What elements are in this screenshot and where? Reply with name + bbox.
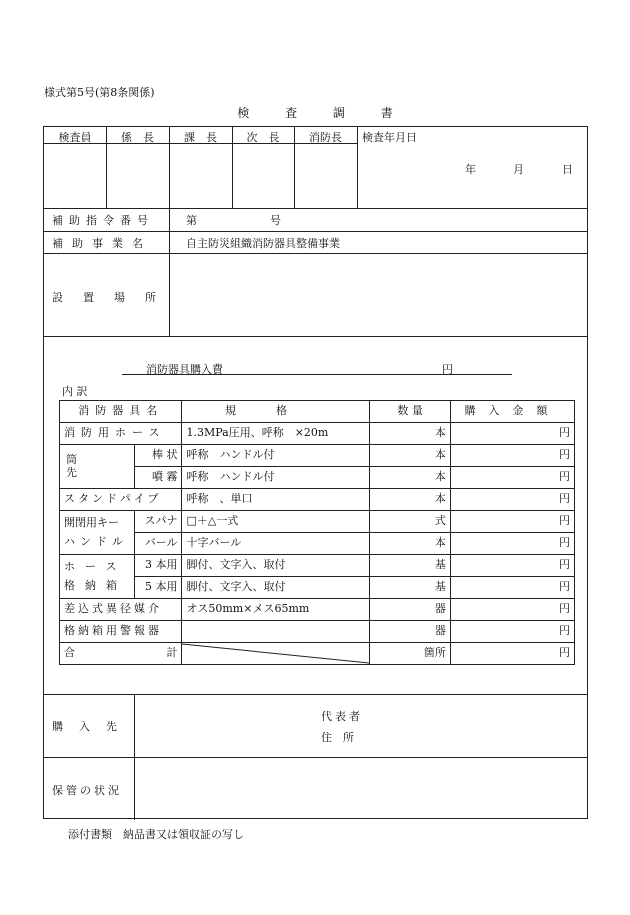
row-nozzle-rod-sub: 棒 状 xyxy=(134,445,182,467)
row-key-spanner-sub: スパナ xyxy=(134,511,182,533)
breakdown-label: 内 訳 xyxy=(62,385,88,398)
row-key-bar-spec: 十字バール xyxy=(182,533,370,555)
cost-underline xyxy=(122,374,512,375)
table-row xyxy=(60,423,575,445)
row-adapter-yen: 円 xyxy=(450,599,574,621)
row-box-3-yen: 円 xyxy=(450,555,574,577)
row-box-5-spec: 脚付、文字入、取付 xyxy=(182,577,370,599)
approval-col-inspector: 検査員 xyxy=(58,131,92,144)
row-nozzle-spray-yen: 円 xyxy=(450,467,574,489)
row-key-group-line2: ハンドル xyxy=(64,534,128,548)
row-key-bar-yen: 円 xyxy=(450,533,574,555)
row-box-5-yen: 円 xyxy=(450,577,574,599)
header-amount: 購入金額 xyxy=(450,401,574,423)
attachments-note: 添付書類 納品書又は領収証の写し xyxy=(68,828,244,841)
table-row xyxy=(60,533,575,555)
row-key-bar-unit: 本 xyxy=(370,533,450,555)
row-box-group-line1: ホース xyxy=(64,559,127,573)
row-total-left: 合 xyxy=(64,646,75,660)
row-total-right: 計 xyxy=(166,646,178,660)
row-nozzle-rod-unit: 本 xyxy=(370,445,450,467)
document-title xyxy=(0,104,630,121)
inspection-form xyxy=(43,126,588,819)
vendor-representative: 代表者 xyxy=(321,710,363,723)
row-key-group-line1: 開閉用キー xyxy=(64,515,119,529)
approval-col-fire-chief: 消防長 xyxy=(309,131,342,144)
project-name-label: 補助事業名 xyxy=(52,237,152,250)
row-adapter-unit: 器 xyxy=(370,599,450,621)
table-row xyxy=(60,445,575,467)
title-char: 検 xyxy=(237,106,250,120)
row-adapter-name: 差込式異径媒介 xyxy=(60,599,182,621)
inspection-date-label: 検査年月日 xyxy=(362,131,417,144)
row-total-name xyxy=(60,643,182,665)
row-box-3-spec: 脚付、文字入、取付 xyxy=(182,555,370,577)
table-total-row xyxy=(60,643,575,665)
row-key-spanner-unit: 式 xyxy=(370,511,450,533)
row-total-spec-diagonal xyxy=(182,643,370,665)
location-label: 設置場所 xyxy=(52,291,176,304)
row-hose-unit: 本 xyxy=(370,423,450,445)
equipment-table xyxy=(59,400,575,665)
row-nozzle-spray-sub: 噴 霧 xyxy=(134,467,182,489)
row-key-group xyxy=(60,511,135,555)
header-equipment: 消防器具名 xyxy=(60,401,182,423)
row-nozzle-spray-spec: 呼称 ハンドル付 xyxy=(182,467,370,489)
row-alarm-unit: 器 xyxy=(370,621,450,643)
row-standpipe-name: スタンドパイプ xyxy=(60,489,182,511)
subsidy-number-suffix: 号 xyxy=(270,214,281,227)
row-hose-yen: 円 xyxy=(450,423,574,445)
cost-label: 消防器具購入費 xyxy=(146,363,223,376)
row-hose-spec: 1.3MPa圧用、呼称 ×20m xyxy=(182,423,370,445)
row-nozzle-rod-spec: 呼称 ハンドル付 xyxy=(182,445,370,467)
table-row xyxy=(60,511,575,533)
row-total-yen: 円 xyxy=(450,643,574,665)
title-char: 調 xyxy=(332,106,345,120)
row-alarm-yen: 円 xyxy=(450,621,574,643)
table-row xyxy=(60,467,575,489)
row-standpipe-unit: 本 xyxy=(370,489,450,511)
storage-label: 保管の状況 xyxy=(52,784,122,797)
row-hose-name: 消防用ホース xyxy=(60,423,182,445)
subsidy-number-label: 補助指令番号 xyxy=(52,214,154,227)
vendor-address: 住 所 xyxy=(321,731,354,744)
row-standpipe-yen: 円 xyxy=(450,489,574,511)
approval-col-section-head: 課 長 xyxy=(184,131,217,144)
row-box-3-sub: 3 本用 xyxy=(134,555,182,577)
table-row xyxy=(60,555,575,577)
title-char: 書 xyxy=(380,106,393,120)
project-name-value: 自主防災組織消防器具整備事業 xyxy=(186,237,340,250)
row-key-bar-sub: バール xyxy=(134,533,182,555)
row-nozzle-spray-unit: 本 xyxy=(370,467,450,489)
table-row xyxy=(60,489,575,511)
table-header-row xyxy=(60,401,575,423)
table-row xyxy=(60,599,575,621)
row-total-unit: 箇所 xyxy=(370,643,450,665)
row-alarm-spec xyxy=(182,621,370,643)
row-box-5-unit: 基 xyxy=(370,577,450,599)
date-month: 月 xyxy=(513,163,524,176)
row-box-group xyxy=(60,555,135,599)
row-key-spanner-spec: □＋△一式 xyxy=(182,511,370,533)
header-qty: 数 量 xyxy=(370,401,450,423)
row-nozzle-group: 筒先 xyxy=(60,445,135,489)
subsidy-number-prefix: 第 xyxy=(186,214,197,227)
row-standpipe-spec: 呼称 、単口 xyxy=(182,489,370,511)
date-year: 年 xyxy=(465,163,476,176)
header-spec: 規格 xyxy=(182,401,370,423)
row-box-group-line2: 格納箱 xyxy=(64,578,127,592)
title-char: 査 xyxy=(285,106,298,120)
table-row xyxy=(60,577,575,599)
diagonal-line xyxy=(182,643,369,664)
form-number-label: 様式第5号(第8条関係) xyxy=(44,86,155,99)
row-key-spanner-yen: 円 xyxy=(450,511,574,533)
approval-col-deputy: 次 長 xyxy=(246,131,280,144)
row-nozzle-rod-yen: 円 xyxy=(450,445,574,467)
row-alarm-name: 格納箱用警報器 xyxy=(60,621,182,643)
vendor-label: 購入先 xyxy=(52,720,133,733)
cost-unit: 円 xyxy=(442,363,453,376)
row-adapter-spec: オス50mm×メス65mm xyxy=(182,599,370,621)
row-box-5-sub: 5 本用 xyxy=(134,577,182,599)
table-row xyxy=(60,621,575,643)
approval-col-chief: 係 長 xyxy=(121,131,154,144)
row-box-3-unit: 基 xyxy=(370,555,450,577)
date-day: 日 xyxy=(562,163,573,176)
